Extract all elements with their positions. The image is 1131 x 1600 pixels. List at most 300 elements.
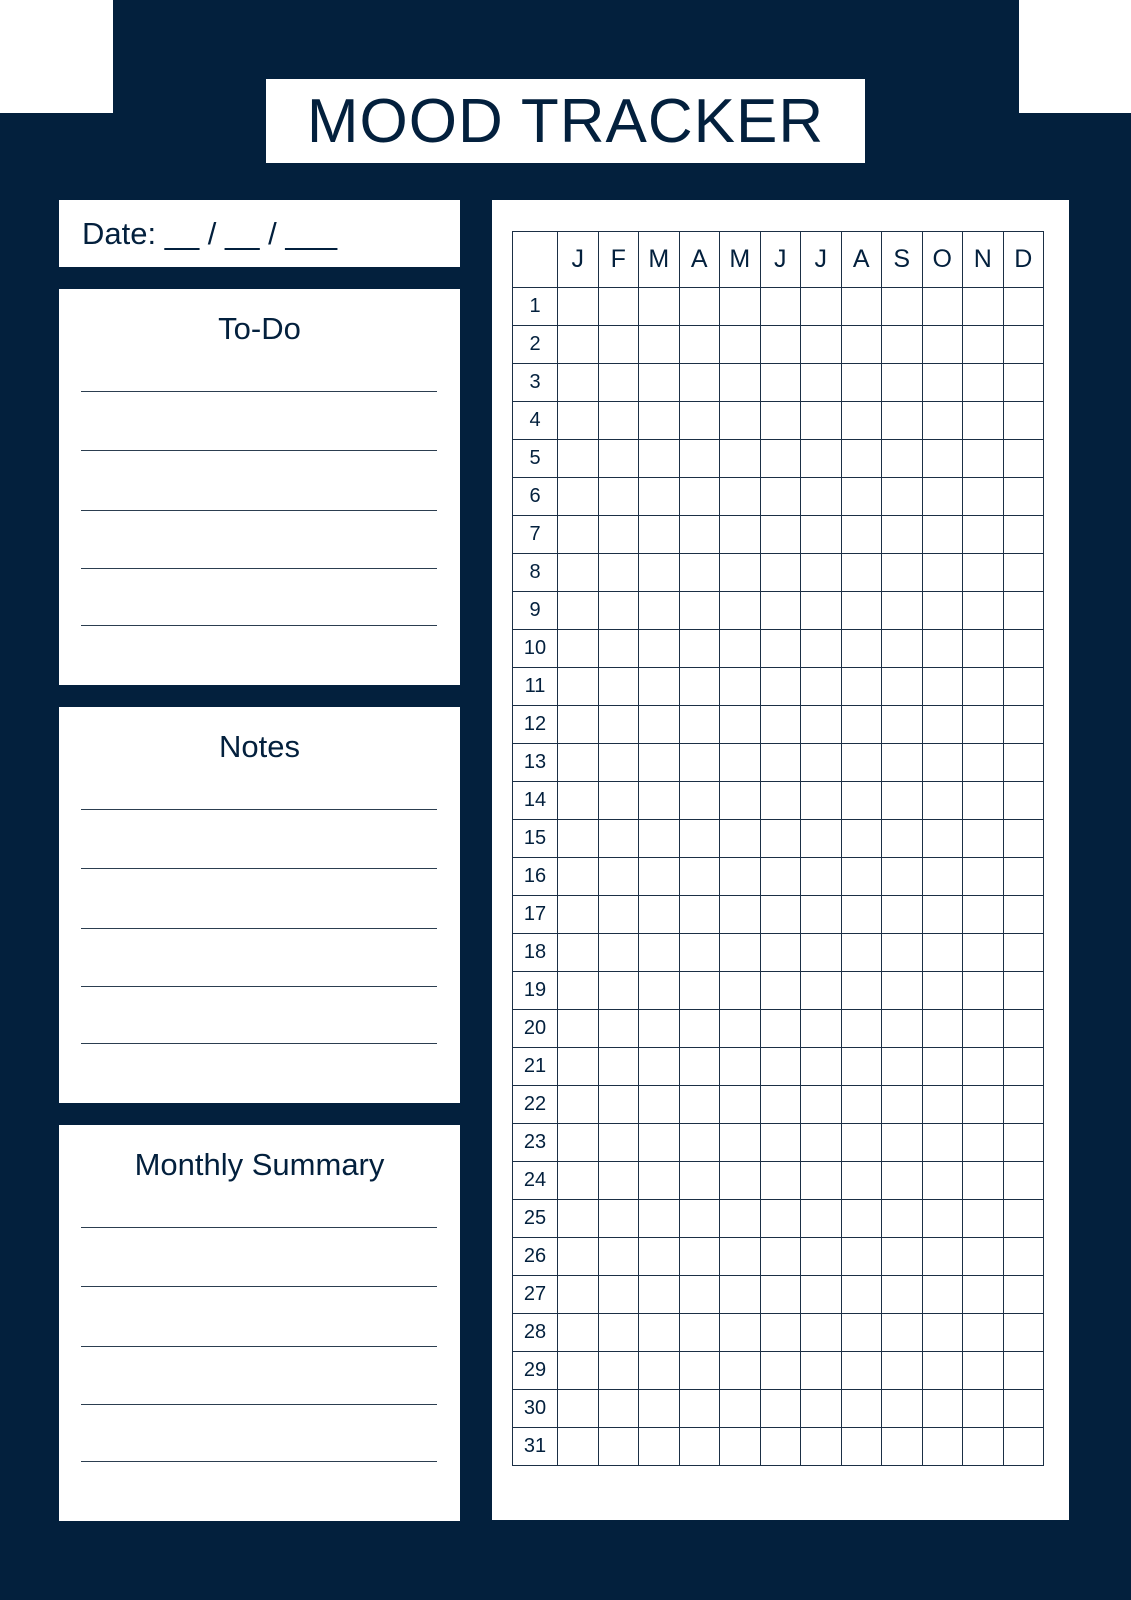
mood-cell[interactable] bbox=[882, 326, 923, 364]
mood-cell[interactable] bbox=[679, 326, 720, 364]
mood-cell[interactable] bbox=[882, 972, 923, 1010]
mood-cell[interactable] bbox=[760, 1390, 801, 1428]
mood-cell[interactable] bbox=[963, 1200, 1004, 1238]
mood-cell[interactable] bbox=[760, 326, 801, 364]
mood-cell[interactable] bbox=[963, 630, 1004, 668]
mood-cell[interactable] bbox=[679, 440, 720, 478]
mood-cell[interactable] bbox=[720, 1428, 761, 1466]
mood-cell[interactable] bbox=[963, 1314, 1004, 1352]
mood-cell[interactable] bbox=[1003, 1048, 1044, 1086]
mood-cell[interactable] bbox=[679, 706, 720, 744]
mood-cell[interactable] bbox=[1003, 478, 1044, 516]
mood-cell[interactable] bbox=[679, 592, 720, 630]
mood-cell[interactable] bbox=[598, 858, 639, 896]
mood-cell[interactable] bbox=[720, 1352, 761, 1390]
mood-cell[interactable] bbox=[679, 1162, 720, 1200]
mood-cell[interactable] bbox=[963, 592, 1004, 630]
mood-cell[interactable] bbox=[882, 364, 923, 402]
mood-cell[interactable] bbox=[882, 896, 923, 934]
mood-cell[interactable] bbox=[922, 896, 963, 934]
mood-cell[interactable] bbox=[760, 744, 801, 782]
mood-cell[interactable] bbox=[841, 668, 882, 706]
mood-cell[interactable] bbox=[760, 592, 801, 630]
mood-cell[interactable] bbox=[760, 1162, 801, 1200]
mood-cell[interactable] bbox=[558, 1010, 599, 1048]
mood-cell[interactable] bbox=[801, 896, 842, 934]
mood-cell[interactable] bbox=[558, 1162, 599, 1200]
mood-cell[interactable] bbox=[558, 744, 599, 782]
mood-cell[interactable] bbox=[801, 288, 842, 326]
mood-cell[interactable] bbox=[841, 896, 882, 934]
mood-cell[interactable] bbox=[720, 782, 761, 820]
mood-cell[interactable] bbox=[558, 782, 599, 820]
mood-cell[interactable] bbox=[801, 972, 842, 1010]
mood-cell[interactable] bbox=[760, 1086, 801, 1124]
mood-cell[interactable] bbox=[841, 1352, 882, 1390]
mood-cell[interactable] bbox=[558, 1124, 599, 1162]
mood-cell[interactable] bbox=[841, 1428, 882, 1466]
mood-cell[interactable] bbox=[639, 1238, 680, 1276]
mood-cell[interactable] bbox=[760, 782, 801, 820]
mood-cell[interactable] bbox=[841, 820, 882, 858]
mood-cell[interactable] bbox=[598, 402, 639, 440]
mood-cell[interactable] bbox=[1003, 554, 1044, 592]
mood-cell[interactable] bbox=[639, 668, 680, 706]
mood-cell[interactable] bbox=[882, 592, 923, 630]
mood-cell[interactable] bbox=[922, 744, 963, 782]
mood-cell[interactable] bbox=[639, 630, 680, 668]
mood-cell[interactable] bbox=[598, 668, 639, 706]
mood-cell[interactable] bbox=[598, 1010, 639, 1048]
mood-cell[interactable] bbox=[801, 1048, 842, 1086]
mood-cell[interactable] bbox=[882, 782, 923, 820]
mood-cell[interactable] bbox=[1003, 1390, 1044, 1428]
mood-cell[interactable] bbox=[720, 858, 761, 896]
mood-cell[interactable] bbox=[760, 440, 801, 478]
mood-cell[interactable] bbox=[760, 896, 801, 934]
mood-cell[interactable] bbox=[1003, 706, 1044, 744]
mood-cell[interactable] bbox=[639, 972, 680, 1010]
mood-cell[interactable] bbox=[882, 402, 923, 440]
mood-cell[interactable] bbox=[598, 1200, 639, 1238]
mood-cell[interactable] bbox=[598, 1428, 639, 1466]
mood-cell[interactable] bbox=[720, 1314, 761, 1352]
mood-cell[interactable] bbox=[841, 288, 882, 326]
mood-cell[interactable] bbox=[760, 1238, 801, 1276]
mood-cell[interactable] bbox=[922, 1390, 963, 1428]
mood-cell[interactable] bbox=[558, 630, 599, 668]
mood-cell[interactable] bbox=[963, 1010, 1004, 1048]
mood-cell[interactable] bbox=[1003, 516, 1044, 554]
mood-cell[interactable] bbox=[841, 934, 882, 972]
mood-cell[interactable] bbox=[720, 402, 761, 440]
mood-cell[interactable] bbox=[882, 1276, 923, 1314]
mood-cell[interactable] bbox=[598, 820, 639, 858]
mood-cell[interactable] bbox=[1003, 858, 1044, 896]
mood-cell[interactable] bbox=[639, 820, 680, 858]
mood-cell[interactable] bbox=[801, 1010, 842, 1048]
mood-cell[interactable] bbox=[598, 972, 639, 1010]
mood-cell[interactable] bbox=[1003, 1352, 1044, 1390]
mood-cell[interactable] bbox=[639, 288, 680, 326]
todo-line[interactable] bbox=[81, 510, 437, 511]
mood-cell[interactable] bbox=[801, 1314, 842, 1352]
mood-cell[interactable] bbox=[801, 440, 842, 478]
mood-cell[interactable] bbox=[801, 630, 842, 668]
mood-cell[interactable] bbox=[558, 896, 599, 934]
mood-cell[interactable] bbox=[558, 706, 599, 744]
mood-cell[interactable] bbox=[963, 554, 1004, 592]
mood-cell[interactable] bbox=[558, 1428, 599, 1466]
mood-cell[interactable] bbox=[922, 782, 963, 820]
mood-cell[interactable] bbox=[1003, 896, 1044, 934]
mood-cell[interactable] bbox=[679, 516, 720, 554]
mood-cell[interactable] bbox=[841, 1390, 882, 1428]
mood-cell[interactable] bbox=[801, 1352, 842, 1390]
summary-line[interactable] bbox=[81, 1346, 437, 1347]
mood-cell[interactable] bbox=[801, 1124, 842, 1162]
mood-cell[interactable] bbox=[841, 402, 882, 440]
mood-cell[interactable] bbox=[882, 744, 923, 782]
mood-cell[interactable] bbox=[679, 896, 720, 934]
mood-cell[interactable] bbox=[558, 668, 599, 706]
mood-cell[interactable] bbox=[639, 1010, 680, 1048]
mood-cell[interactable] bbox=[760, 1352, 801, 1390]
mood-cell[interactable] bbox=[558, 1048, 599, 1086]
mood-cell[interactable] bbox=[720, 554, 761, 592]
mood-cell[interactable] bbox=[1003, 744, 1044, 782]
mood-cell[interactable] bbox=[558, 858, 599, 896]
mood-cell[interactable] bbox=[882, 440, 923, 478]
mood-cell[interactable] bbox=[558, 288, 599, 326]
mood-cell[interactable] bbox=[841, 1086, 882, 1124]
todo-line[interactable] bbox=[81, 450, 437, 451]
mood-cell[interactable] bbox=[963, 1428, 1004, 1466]
mood-cell[interactable] bbox=[963, 858, 1004, 896]
mood-cell[interactable] bbox=[922, 516, 963, 554]
mood-cell[interactable] bbox=[922, 1086, 963, 1124]
mood-cell[interactable] bbox=[720, 934, 761, 972]
mood-cell[interactable] bbox=[1003, 288, 1044, 326]
mood-cell[interactable] bbox=[558, 934, 599, 972]
mood-cell[interactable] bbox=[963, 402, 1004, 440]
mood-cell[interactable] bbox=[639, 592, 680, 630]
mood-cell[interactable] bbox=[598, 744, 639, 782]
mood-cell[interactable] bbox=[558, 1238, 599, 1276]
mood-cell[interactable] bbox=[801, 820, 842, 858]
mood-cell[interactable] bbox=[882, 858, 923, 896]
mood-cell[interactable] bbox=[720, 896, 761, 934]
mood-cell[interactable] bbox=[963, 706, 1004, 744]
mood-cell[interactable] bbox=[922, 554, 963, 592]
mood-cell[interactable] bbox=[841, 858, 882, 896]
mood-cell[interactable] bbox=[720, 516, 761, 554]
mood-cell[interactable] bbox=[558, 1314, 599, 1352]
mood-cell[interactable] bbox=[882, 1314, 923, 1352]
mood-cell[interactable] bbox=[639, 1390, 680, 1428]
mood-cell[interactable] bbox=[598, 1238, 639, 1276]
mood-cell[interactable] bbox=[598, 1048, 639, 1086]
mood-cell[interactable] bbox=[882, 1352, 923, 1390]
mood-cell[interactable] bbox=[760, 1200, 801, 1238]
mood-cell[interactable] bbox=[720, 630, 761, 668]
mood-cell[interactable] bbox=[679, 1428, 720, 1466]
mood-cell[interactable] bbox=[720, 364, 761, 402]
mood-cell[interactable] bbox=[598, 934, 639, 972]
mood-cell[interactable] bbox=[720, 1086, 761, 1124]
mood-cell[interactable] bbox=[841, 972, 882, 1010]
mood-cell[interactable] bbox=[801, 326, 842, 364]
mood-cell[interactable] bbox=[841, 706, 882, 744]
mood-cell[interactable] bbox=[558, 1390, 599, 1428]
mood-cell[interactable] bbox=[963, 896, 1004, 934]
mood-cell[interactable] bbox=[598, 1314, 639, 1352]
mood-cell[interactable] bbox=[841, 592, 882, 630]
mood-cell[interactable] bbox=[841, 744, 882, 782]
mood-cell[interactable] bbox=[720, 288, 761, 326]
mood-cell[interactable] bbox=[679, 1048, 720, 1086]
mood-cell[interactable] bbox=[639, 1352, 680, 1390]
mood-cell[interactable] bbox=[963, 744, 1004, 782]
mood-cell[interactable] bbox=[679, 1010, 720, 1048]
mood-cell[interactable] bbox=[760, 364, 801, 402]
mood-cell[interactable] bbox=[841, 1276, 882, 1314]
notes-line[interactable] bbox=[81, 928, 437, 929]
mood-cell[interactable] bbox=[558, 972, 599, 1010]
mood-cell[interactable] bbox=[801, 364, 842, 402]
mood-cell[interactable] bbox=[558, 326, 599, 364]
mood-cell[interactable] bbox=[679, 1238, 720, 1276]
mood-cell[interactable] bbox=[922, 706, 963, 744]
mood-cell[interactable] bbox=[922, 934, 963, 972]
mood-cell[interactable] bbox=[801, 1162, 842, 1200]
mood-cell[interactable] bbox=[720, 326, 761, 364]
mood-cell[interactable] bbox=[679, 668, 720, 706]
mood-cell[interactable] bbox=[882, 1238, 923, 1276]
mood-cell[interactable] bbox=[639, 1086, 680, 1124]
mood-cell[interactable] bbox=[1003, 1162, 1044, 1200]
mood-cell[interactable] bbox=[598, 896, 639, 934]
mood-cell[interactable] bbox=[1003, 402, 1044, 440]
mood-cell[interactable] bbox=[922, 668, 963, 706]
date-field[interactable] bbox=[59, 200, 460, 267]
mood-cell[interactable] bbox=[558, 516, 599, 554]
mood-cell[interactable] bbox=[1003, 934, 1044, 972]
mood-cell[interactable] bbox=[639, 1162, 680, 1200]
mood-cell[interactable] bbox=[841, 1162, 882, 1200]
mood-cell[interactable] bbox=[841, 364, 882, 402]
mood-cell[interactable] bbox=[801, 782, 842, 820]
mood-cell[interactable] bbox=[801, 1200, 842, 1238]
todo-line[interactable] bbox=[81, 391, 437, 392]
mood-cell[interactable] bbox=[963, 1162, 1004, 1200]
mood-cell[interactable] bbox=[1003, 1200, 1044, 1238]
mood-cell[interactable] bbox=[963, 1238, 1004, 1276]
mood-cell[interactable] bbox=[679, 1086, 720, 1124]
mood-cell[interactable] bbox=[720, 592, 761, 630]
mood-cell[interactable] bbox=[598, 364, 639, 402]
mood-cell[interactable] bbox=[679, 858, 720, 896]
mood-cell[interactable] bbox=[922, 1048, 963, 1086]
mood-cell[interactable] bbox=[720, 706, 761, 744]
mood-cell[interactable] bbox=[639, 402, 680, 440]
mood-cell[interactable] bbox=[882, 1428, 923, 1466]
mood-cell[interactable] bbox=[882, 706, 923, 744]
mood-cell[interactable] bbox=[963, 1390, 1004, 1428]
summary-line[interactable] bbox=[81, 1461, 437, 1462]
mood-cell[interactable] bbox=[679, 630, 720, 668]
mood-cell[interactable] bbox=[963, 820, 1004, 858]
mood-cell[interactable] bbox=[679, 1352, 720, 1390]
mood-cell[interactable] bbox=[760, 972, 801, 1010]
mood-cell[interactable] bbox=[1003, 1086, 1044, 1124]
mood-cell[interactable] bbox=[1003, 1428, 1044, 1466]
mood-cell[interactable] bbox=[720, 1390, 761, 1428]
mood-cell[interactable] bbox=[922, 1238, 963, 1276]
mood-cell[interactable] bbox=[801, 1390, 842, 1428]
mood-cell[interactable] bbox=[801, 858, 842, 896]
mood-cell[interactable] bbox=[558, 1352, 599, 1390]
mood-cell[interactable] bbox=[760, 1010, 801, 1048]
mood-cell[interactable] bbox=[720, 972, 761, 1010]
mood-cell[interactable] bbox=[1003, 630, 1044, 668]
mood-cell[interactable] bbox=[760, 858, 801, 896]
mood-cell[interactable] bbox=[720, 1010, 761, 1048]
mood-cell[interactable] bbox=[639, 478, 680, 516]
mood-cell[interactable] bbox=[922, 1314, 963, 1352]
mood-cell[interactable] bbox=[760, 630, 801, 668]
mood-cell[interactable] bbox=[639, 706, 680, 744]
mood-cell[interactable] bbox=[760, 706, 801, 744]
mood-cell[interactable] bbox=[963, 516, 1004, 554]
mood-cell[interactable] bbox=[558, 1276, 599, 1314]
mood-cell[interactable] bbox=[760, 478, 801, 516]
mood-cell[interactable] bbox=[639, 934, 680, 972]
mood-cell[interactable] bbox=[841, 1010, 882, 1048]
mood-cell[interactable] bbox=[760, 516, 801, 554]
mood-cell[interactable] bbox=[720, 744, 761, 782]
mood-cell[interactable] bbox=[1003, 1276, 1044, 1314]
mood-cell[interactable] bbox=[882, 288, 923, 326]
mood-cell[interactable] bbox=[922, 592, 963, 630]
mood-cell[interactable] bbox=[760, 1314, 801, 1352]
mood-cell[interactable] bbox=[598, 782, 639, 820]
mood-cell[interactable] bbox=[1003, 1238, 1044, 1276]
mood-cell[interactable] bbox=[963, 782, 1004, 820]
mood-cell[interactable] bbox=[720, 820, 761, 858]
mood-cell[interactable] bbox=[882, 668, 923, 706]
notes-line[interactable] bbox=[81, 868, 437, 869]
mood-cell[interactable] bbox=[882, 630, 923, 668]
mood-cell[interactable] bbox=[922, 630, 963, 668]
mood-cell[interactable] bbox=[639, 326, 680, 364]
mood-cell[interactable] bbox=[841, 1314, 882, 1352]
mood-cell[interactable] bbox=[1003, 782, 1044, 820]
mood-cell[interactable] bbox=[882, 554, 923, 592]
mood-cell[interactable] bbox=[1003, 820, 1044, 858]
mood-cell[interactable] bbox=[720, 478, 761, 516]
mood-cell[interactable] bbox=[679, 782, 720, 820]
mood-cell[interactable] bbox=[922, 1352, 963, 1390]
mood-cell[interactable] bbox=[801, 1238, 842, 1276]
mood-cell[interactable] bbox=[598, 592, 639, 630]
todo-line[interactable] bbox=[81, 568, 437, 569]
mood-cell[interactable] bbox=[922, 1276, 963, 1314]
mood-cell[interactable] bbox=[922, 1162, 963, 1200]
mood-cell[interactable] bbox=[679, 820, 720, 858]
mood-cell[interactable] bbox=[679, 1200, 720, 1238]
mood-cell[interactable] bbox=[922, 478, 963, 516]
mood-cell[interactable] bbox=[598, 1086, 639, 1124]
mood-cell[interactable] bbox=[598, 1124, 639, 1162]
mood-cell[interactable] bbox=[720, 1276, 761, 1314]
mood-cell[interactable] bbox=[598, 630, 639, 668]
mood-cell[interactable] bbox=[1003, 592, 1044, 630]
mood-cell[interactable] bbox=[882, 1162, 923, 1200]
mood-cell[interactable] bbox=[598, 554, 639, 592]
mood-cell[interactable] bbox=[801, 478, 842, 516]
mood-cell[interactable] bbox=[922, 1124, 963, 1162]
mood-cell[interactable] bbox=[841, 1200, 882, 1238]
mood-cell[interactable] bbox=[558, 402, 599, 440]
mood-cell[interactable] bbox=[801, 706, 842, 744]
mood-cell[interactable] bbox=[963, 934, 1004, 972]
mood-cell[interactable] bbox=[882, 516, 923, 554]
mood-cell[interactable] bbox=[639, 1124, 680, 1162]
mood-cell[interactable] bbox=[639, 440, 680, 478]
mood-cell[interactable] bbox=[760, 934, 801, 972]
mood-cell[interactable] bbox=[639, 1200, 680, 1238]
mood-cell[interactable] bbox=[639, 516, 680, 554]
mood-cell[interactable] bbox=[841, 478, 882, 516]
mood-cell[interactable] bbox=[639, 896, 680, 934]
mood-cell[interactable] bbox=[760, 668, 801, 706]
mood-cell[interactable] bbox=[882, 1010, 923, 1048]
mood-cell[interactable] bbox=[801, 402, 842, 440]
mood-cell[interactable] bbox=[598, 1276, 639, 1314]
mood-cell[interactable] bbox=[922, 1200, 963, 1238]
summary-line[interactable] bbox=[81, 1286, 437, 1287]
mood-cell[interactable] bbox=[801, 668, 842, 706]
mood-cell[interactable] bbox=[558, 364, 599, 402]
mood-cell[interactable] bbox=[801, 934, 842, 972]
mood-cell[interactable] bbox=[922, 326, 963, 364]
mood-cell[interactable] bbox=[801, 554, 842, 592]
mood-cell[interactable] bbox=[801, 516, 842, 554]
mood-cell[interactable] bbox=[963, 1276, 1004, 1314]
mood-cell[interactable] bbox=[963, 326, 1004, 364]
mood-cell[interactable] bbox=[1003, 440, 1044, 478]
mood-cell[interactable] bbox=[760, 288, 801, 326]
mood-cell[interactable] bbox=[760, 1048, 801, 1086]
mood-cell[interactable] bbox=[679, 364, 720, 402]
mood-cell[interactable] bbox=[598, 440, 639, 478]
mood-cell[interactable] bbox=[598, 1390, 639, 1428]
notes-line[interactable] bbox=[81, 809, 437, 810]
mood-cell[interactable] bbox=[639, 1428, 680, 1466]
mood-cell[interactable] bbox=[679, 288, 720, 326]
mood-cell[interactable] bbox=[963, 668, 1004, 706]
mood-cell[interactable] bbox=[639, 554, 680, 592]
mood-cell[interactable] bbox=[720, 1162, 761, 1200]
mood-cell[interactable] bbox=[679, 934, 720, 972]
mood-cell[interactable] bbox=[963, 478, 1004, 516]
mood-cell[interactable] bbox=[679, 402, 720, 440]
mood-cell[interactable] bbox=[558, 592, 599, 630]
mood-cell[interactable] bbox=[1003, 1010, 1044, 1048]
notes-line[interactable] bbox=[81, 986, 437, 987]
mood-cell[interactable] bbox=[1003, 972, 1044, 1010]
